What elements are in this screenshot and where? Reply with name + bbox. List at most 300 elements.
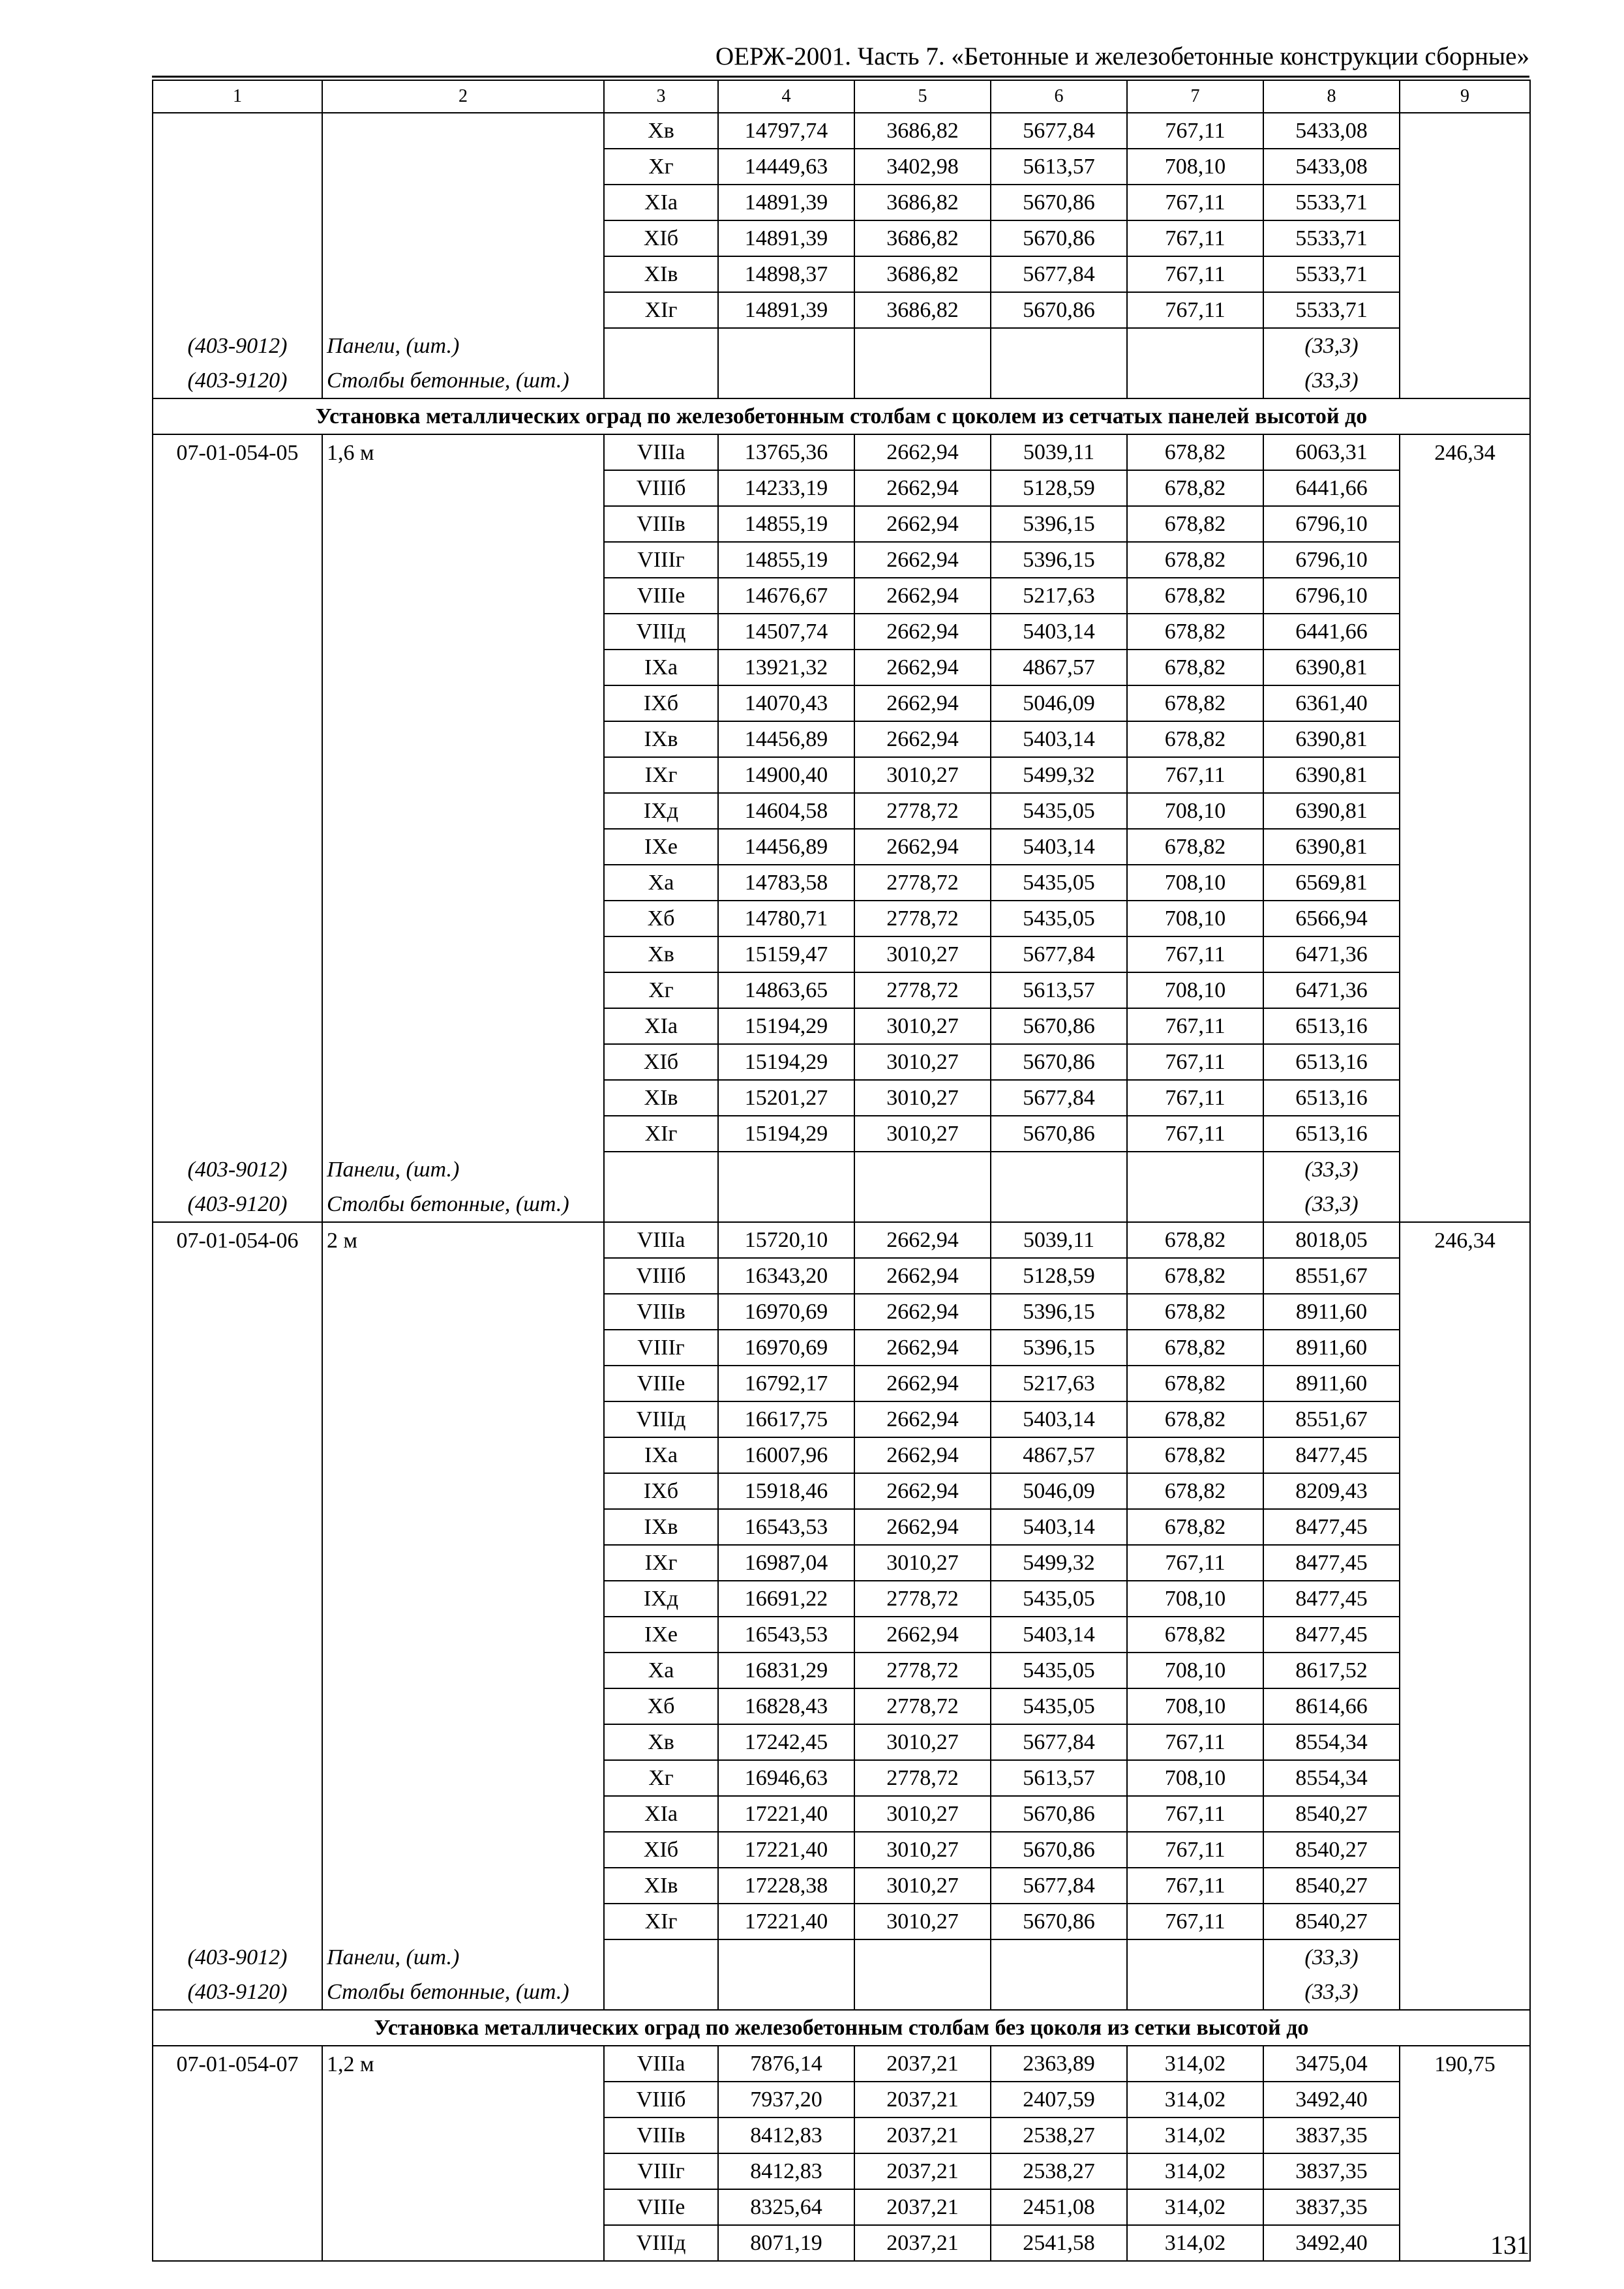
zone-cell (604, 1187, 718, 1222)
value-cell-5 (854, 1187, 991, 1222)
value-cell-4: 16543,53 (718, 1617, 854, 1653)
value-cell-5: 2662,94 (854, 1509, 991, 1545)
value-cell-7: 678,82 (1127, 721, 1263, 757)
value-cell-8: 8477,45 (1263, 1617, 1400, 1653)
value-cell-4: 8412,83 (718, 2153, 854, 2189)
zone-cell: IХг (604, 1545, 718, 1581)
value-cell-6: 5435,05 (991, 1688, 1127, 1724)
value-cell-4 (718, 1152, 854, 1187)
value-cell-7: 708,10 (1127, 1760, 1263, 1796)
description-cell (322, 614, 604, 650)
resource-code-cell (153, 1437, 322, 1473)
material-row (153, 328, 1530, 363)
value-cell-5: 2662,94 (854, 1473, 991, 1509)
resource-code-cell (153, 1796, 322, 1832)
value-cell-5: 3686,82 (854, 113, 991, 149)
description-cell (322, 1473, 604, 1509)
value-cell-5: 3010,27 (854, 1904, 991, 1939)
description-cell (322, 1617, 604, 1653)
zone-cell: IХа (604, 1437, 718, 1473)
value-cell-4: 13765,36 (718, 434, 854, 470)
resource-code-cell (153, 1116, 322, 1152)
table-row (153, 865, 1530, 901)
value-cell-7: 314,02 (1127, 2225, 1263, 2261)
value-cell-6: 5403,14 (991, 1509, 1127, 1545)
table-row (153, 1401, 1530, 1437)
value-cell-7: 767,11 (1127, 1545, 1263, 1581)
value-cell-4: 14070,43 (718, 685, 854, 721)
value-cell-4: 16946,63 (718, 1760, 854, 1796)
zone-cell: Хв (604, 113, 718, 149)
resource-code-cell (153, 2189, 322, 2225)
zone-cell: VIIIб (604, 470, 718, 506)
value-cell-5: 2778,72 (854, 793, 991, 829)
value-cell-5: 2778,72 (854, 1581, 991, 1617)
description-cell (322, 506, 604, 542)
value-cell-6: 5677,84 (991, 256, 1127, 292)
value-cell-8: 6441,66 (1263, 470, 1400, 506)
description-cell (322, 757, 604, 793)
value-cell-8: 8540,27 (1263, 1868, 1400, 1904)
value-cell-4: 14891,39 (718, 220, 854, 256)
value-cell-8: 8540,27 (1263, 1796, 1400, 1832)
value-cell-8: 8614,66 (1263, 1688, 1400, 1724)
resource-code-cell (153, 1832, 322, 1868)
column-number: 1 (153, 80, 322, 113)
value-cell-7: 678,82 (1127, 685, 1263, 721)
value-cell-7: 678,82 (1127, 506, 1263, 542)
description-cell (322, 113, 604, 149)
resource-code-cell (153, 1258, 322, 1294)
value-cell-8: (33,3) (1263, 1975, 1400, 2010)
resource-code-cell (153, 1044, 322, 1080)
description-cell (322, 1294, 604, 1330)
table-row (153, 2189, 1530, 2225)
table-row (153, 614, 1530, 650)
value-cell-6 (991, 328, 1127, 363)
value-cell-7: 708,10 (1127, 901, 1263, 936)
zone-cell: VIIIа (604, 434, 718, 470)
value-cell-5: 2662,94 (854, 1366, 991, 1401)
value-cell-9 (1400, 2082, 1530, 2117)
value-cell-9 (1400, 1330, 1530, 1366)
value-cell-9 (1400, 650, 1530, 685)
value-cell-6: 5670,86 (991, 1904, 1127, 1939)
zone-cell: VIIIг (604, 542, 718, 578)
zone-cell: VIIIд (604, 2225, 718, 2261)
value-cell-4 (718, 1975, 854, 2010)
resource-code-cell (153, 1473, 322, 1509)
value-cell-9 (1400, 506, 1530, 542)
table-row (153, 1904, 1530, 1939)
value-cell-7: 678,82 (1127, 1473, 1263, 1509)
value-cell-8: 6569,81 (1263, 865, 1400, 901)
table-row (153, 1832, 1530, 1868)
description-cell (322, 149, 604, 185)
value-cell-5: 2037,21 (854, 2117, 991, 2153)
value-cell-9 (1400, 721, 1530, 757)
resource-code-cell (153, 1008, 322, 1044)
value-cell-8: 6390,81 (1263, 793, 1400, 829)
value-cell-6: 5403,14 (991, 829, 1127, 865)
value-cell-5: 3010,27 (854, 1044, 991, 1080)
value-cell-6: 5039,11 (991, 434, 1127, 470)
value-cell-8: 6796,10 (1263, 506, 1400, 542)
zone-cell (604, 1939, 718, 1975)
value-cell-5: 3010,27 (854, 1832, 991, 1868)
value-cell-8: 8554,34 (1263, 1760, 1400, 1796)
zone-cell: ХIа (604, 185, 718, 220)
value-cell-8: 8018,05 (1263, 1222, 1400, 1258)
value-cell-6 (991, 1975, 1127, 2010)
resource-code-cell (153, 1080, 322, 1116)
value-cell-7: 678,82 (1127, 829, 1263, 865)
value-cell-8: 6390,81 (1263, 721, 1400, 757)
value-cell-7 (1127, 1939, 1263, 1975)
value-cell-4: 14891,39 (718, 185, 854, 220)
value-cell-6: 5217,63 (991, 1366, 1127, 1401)
value-cell-8: 6513,16 (1263, 1080, 1400, 1116)
table-row (153, 972, 1530, 1008)
table-row (153, 113, 1530, 149)
value-cell-8: 6390,81 (1263, 829, 1400, 865)
value-cell-6: 5435,05 (991, 1581, 1127, 1617)
resource-code-cell (153, 1581, 322, 1617)
value-cell-4: 14797,74 (718, 113, 854, 149)
value-cell-4: 8071,19 (718, 2225, 854, 2261)
value-cell-7: 314,02 (1127, 2189, 1263, 2225)
value-cell-4: 7937,20 (718, 2082, 854, 2117)
table-row (153, 1366, 1530, 1401)
value-cell-8: 6390,81 (1263, 757, 1400, 793)
resource-code-cell (153, 256, 322, 292)
page-number: 131 (1490, 2230, 1529, 2260)
value-cell-9 (1400, 1044, 1530, 1080)
value-cell-8: 5533,71 (1263, 185, 1400, 220)
resource-code-cell (153, 470, 322, 506)
description-cell (322, 220, 604, 256)
value-cell-6 (991, 1152, 1127, 1187)
value-cell-7: 767,11 (1127, 292, 1263, 328)
value-cell-4: 17221,40 (718, 1832, 854, 1868)
description-cell: Панели, (шт.) (322, 328, 604, 363)
zone-cell: VIIIв (604, 1294, 718, 1330)
value-cell-9 (1400, 829, 1530, 865)
zone-cell (604, 1152, 718, 1187)
value-cell-6: 4867,57 (991, 1437, 1127, 1473)
value-cell-5: 2662,94 (854, 434, 991, 470)
value-cell-5 (854, 328, 991, 363)
value-cell-6: 5046,09 (991, 1473, 1127, 1509)
value-cell-6: 5217,63 (991, 578, 1127, 614)
value-cell-6: 5435,05 (991, 865, 1127, 901)
table-row (153, 1653, 1530, 1688)
value-cell-9 (1400, 1545, 1530, 1581)
resource-code-cell: (403-9120) (153, 1187, 322, 1222)
value-cell-9 (1400, 1832, 1530, 1868)
value-cell-6: 5128,59 (991, 1258, 1127, 1294)
value-cell-6: 2363,89 (991, 2046, 1127, 2082)
column-number: 6 (991, 80, 1127, 113)
value-cell-9 (1400, 2117, 1530, 2153)
table-row (153, 1294, 1530, 1330)
value-cell-4: 14863,65 (718, 972, 854, 1008)
description-cell: 1,6 м (322, 434, 604, 470)
value-cell-4: 14456,89 (718, 721, 854, 757)
value-cell-9 (1400, 1008, 1530, 1044)
value-cell-8: 8911,60 (1263, 1330, 1400, 1366)
description-cell (322, 2082, 604, 2117)
value-cell-7 (1127, 1975, 1263, 2010)
value-cell-4: 17242,45 (718, 1724, 854, 1760)
resource-code-cell (153, 614, 322, 650)
value-cell-7: 767,11 (1127, 1008, 1263, 1044)
zone-cell: Хг (604, 149, 718, 185)
value-cell-8: 8477,45 (1263, 1545, 1400, 1581)
material-row (153, 1939, 1530, 1975)
value-cell-7: 767,11 (1127, 220, 1263, 256)
value-cell-7 (1127, 1152, 1263, 1187)
value-cell-8: 8209,43 (1263, 1473, 1400, 1509)
value-cell-4: 15194,29 (718, 1116, 854, 1152)
value-cell-6: 5499,32 (991, 757, 1127, 793)
resource-code-cell (153, 901, 322, 936)
value-cell-4: 14855,19 (718, 542, 854, 578)
value-cell-4: 16343,20 (718, 1258, 854, 1294)
value-cell-7: 678,82 (1127, 1330, 1263, 1366)
value-cell-9 (1400, 1760, 1530, 1796)
value-cell-5: 2662,94 (854, 1294, 991, 1330)
value-cell-9 (1400, 614, 1530, 650)
value-cell-5: 2662,94 (854, 1222, 991, 1258)
value-cell-6: 5670,86 (991, 292, 1127, 328)
resource-code-cell (153, 793, 322, 829)
value-cell-8: 6796,10 (1263, 578, 1400, 614)
value-cell-8: 3837,35 (1263, 2189, 1400, 2225)
value-cell-6: 2538,27 (991, 2153, 1127, 2189)
value-cell-9 (1400, 256, 1530, 292)
column-number: 2 (322, 80, 604, 113)
value-cell-5: 2778,72 (854, 972, 991, 1008)
value-cell-6: 5670,86 (991, 1116, 1127, 1152)
resource-code-cell: (403-9120) (153, 1975, 322, 2010)
zone-cell: ХIб (604, 1044, 718, 1080)
resource-code-cell (153, 220, 322, 256)
resource-code-cell (153, 185, 322, 220)
table-row (153, 506, 1530, 542)
value-cell-4: 17228,38 (718, 1868, 854, 1904)
value-cell-9 (1400, 1617, 1530, 1653)
value-cell-4: 14780,71 (718, 901, 854, 936)
value-cell-9 (1400, 328, 1530, 363)
description-cell: Столбы бетонные, (шт.) (322, 363, 604, 398)
value-cell-6: 5039,11 (991, 1222, 1127, 1258)
value-cell-5: 2037,21 (854, 2225, 991, 2261)
value-cell-9 (1400, 1473, 1530, 1509)
value-cell-9 (1400, 2189, 1530, 2225)
value-cell-8: (33,3) (1263, 1152, 1400, 1187)
value-cell-9 (1400, 578, 1530, 614)
value-cell-9 (1400, 901, 1530, 936)
table-row (153, 185, 1530, 220)
description-cell (322, 185, 604, 220)
resource-code-cell (153, 2225, 322, 2261)
zone-cell: ХIб (604, 1832, 718, 1868)
zone-cell: VIIIб (604, 1258, 718, 1294)
zone-cell: IХб (604, 685, 718, 721)
value-cell-5: 2662,94 (854, 1401, 991, 1437)
zone-cell: VIIIв (604, 506, 718, 542)
value-cell-9 (1400, 292, 1530, 328)
description-cell (322, 2225, 604, 2261)
description-cell (322, 685, 604, 721)
table-row (153, 1222, 1530, 1258)
value-cell-9 (1400, 1581, 1530, 1617)
value-cell-7: 678,82 (1127, 1437, 1263, 1473)
resource-code-cell (153, 1294, 322, 1330)
value-cell-9 (1400, 470, 1530, 506)
value-cell-8: 3837,35 (1263, 2117, 1400, 2153)
value-cell-9 (1400, 1366, 1530, 1401)
value-cell-8: 5433,08 (1263, 149, 1400, 185)
description-cell (322, 1904, 604, 1939)
value-cell-7: 678,82 (1127, 1258, 1263, 1294)
zone-cell: VIIIд (604, 1401, 718, 1437)
resource-code-cell: 07-01-054-05 (153, 434, 322, 470)
value-cell-8: (33,3) (1263, 1187, 1400, 1222)
value-cell-9 (1400, 149, 1530, 185)
resource-code-cell (153, 1653, 322, 1688)
table-row (153, 434, 1530, 470)
value-cell-9 (1400, 1401, 1530, 1437)
table-row (153, 2082, 1530, 2117)
zone-cell: Хг (604, 972, 718, 1008)
value-cell-7: 767,11 (1127, 256, 1263, 292)
table-row (153, 1545, 1530, 1581)
zone-cell: ХIв (604, 1080, 718, 1116)
value-cell-6: 5670,86 (991, 1832, 1127, 1868)
resource-code-cell (153, 1724, 322, 1760)
value-cell-8: 6513,16 (1263, 1044, 1400, 1080)
value-cell-9 (1400, 793, 1530, 829)
value-cell-6: 5396,15 (991, 1330, 1127, 1366)
value-cell-6: 5670,86 (991, 220, 1127, 256)
value-cell-7: 314,02 (1127, 2153, 1263, 2189)
value-cell-8: 8551,67 (1263, 1401, 1400, 1437)
description-cell (322, 901, 604, 936)
value-cell-7: 678,82 (1127, 650, 1263, 685)
value-cell-9 (1400, 1152, 1530, 1187)
value-cell-8: 6513,16 (1263, 1008, 1400, 1044)
resource-code-cell (153, 1366, 322, 1401)
description-cell (322, 470, 604, 506)
value-cell-7: 708,10 (1127, 1653, 1263, 1688)
value-cell-5: 2662,94 (854, 685, 991, 721)
value-cell-6: 5403,14 (991, 1617, 1127, 1653)
value-cell-6: 5403,14 (991, 1401, 1127, 1437)
value-cell-9 (1400, 220, 1530, 256)
table-row (153, 2225, 1530, 2261)
value-cell-5: 2778,72 (854, 901, 991, 936)
value-cell-6: 5499,32 (991, 1545, 1127, 1581)
value-cell-4: 13921,32 (718, 650, 854, 685)
column-number: 3 (604, 80, 718, 113)
resource-code-cell (153, 1330, 322, 1366)
resource-code-cell (153, 542, 322, 578)
value-cell-6: 5613,57 (991, 1760, 1127, 1796)
value-cell-9 (1400, 363, 1530, 398)
value-cell-5: 2662,94 (854, 1437, 991, 1473)
table-row (153, 2153, 1530, 2189)
description-cell (322, 793, 604, 829)
table-row (153, 936, 1530, 972)
value-cell-7: 678,82 (1127, 1294, 1263, 1330)
table-row (153, 829, 1530, 865)
description-cell (322, 1330, 604, 1366)
description-cell: Панели, (шт.) (322, 1939, 604, 1975)
resource-code-cell (153, 829, 322, 865)
value-cell-7: 678,82 (1127, 542, 1263, 578)
section-header-row (153, 398, 1530, 434)
table-row (153, 1868, 1530, 1904)
table-row (153, 1473, 1530, 1509)
zone-cell: ХIг (604, 1904, 718, 1939)
value-cell-5: 3686,82 (854, 292, 991, 328)
value-cell-5: 3402,98 (854, 149, 991, 185)
value-cell-9 (1400, 1975, 1530, 2010)
table-row (153, 757, 1530, 793)
value-cell-5: 3010,27 (854, 1868, 991, 1904)
value-cell-9 (1400, 1904, 1530, 1939)
value-cell-4: 16792,17 (718, 1366, 854, 1401)
value-cell-8: 6441,66 (1263, 614, 1400, 650)
value-cell-9 (1400, 936, 1530, 972)
value-cell-6: 2407,59 (991, 2082, 1127, 2117)
column-number: 7 (1127, 80, 1263, 113)
value-cell-9 (1400, 1939, 1530, 1975)
zone-cell (604, 1975, 718, 2010)
table-row (153, 2046, 1530, 2082)
zone-cell: Хб (604, 1688, 718, 1724)
zone-cell: ХIа (604, 1008, 718, 1044)
value-cell-7: 708,10 (1127, 865, 1263, 901)
zone-cell: VIIIг (604, 1330, 718, 1366)
description-cell (322, 1401, 604, 1437)
value-cell-5: 2778,72 (854, 1653, 991, 1688)
value-cell-6: 5128,59 (991, 470, 1127, 506)
value-cell-8: 8477,45 (1263, 1437, 1400, 1473)
value-cell-5: 2037,21 (854, 2046, 991, 2082)
table-row (153, 542, 1530, 578)
resource-code-cell (153, 650, 322, 685)
column-number: 5 (854, 80, 991, 113)
value-cell-7 (1127, 363, 1263, 398)
table-row (153, 1044, 1530, 1080)
table-row (153, 1760, 1530, 1796)
resource-code-cell (153, 2082, 322, 2117)
table-row (153, 1688, 1530, 1724)
value-cell-4: 8412,83 (718, 2117, 854, 2153)
description-cell (322, 292, 604, 328)
value-cell-9 (1400, 1080, 1530, 1116)
description-cell (322, 721, 604, 757)
value-cell-6: 5613,57 (991, 149, 1127, 185)
description-cell (322, 1868, 604, 1904)
description-cell: 1,2 м (322, 2046, 604, 2082)
value-cell-4: 14604,58 (718, 793, 854, 829)
column-number: 4 (718, 80, 854, 113)
value-cell-7: 678,82 (1127, 614, 1263, 650)
